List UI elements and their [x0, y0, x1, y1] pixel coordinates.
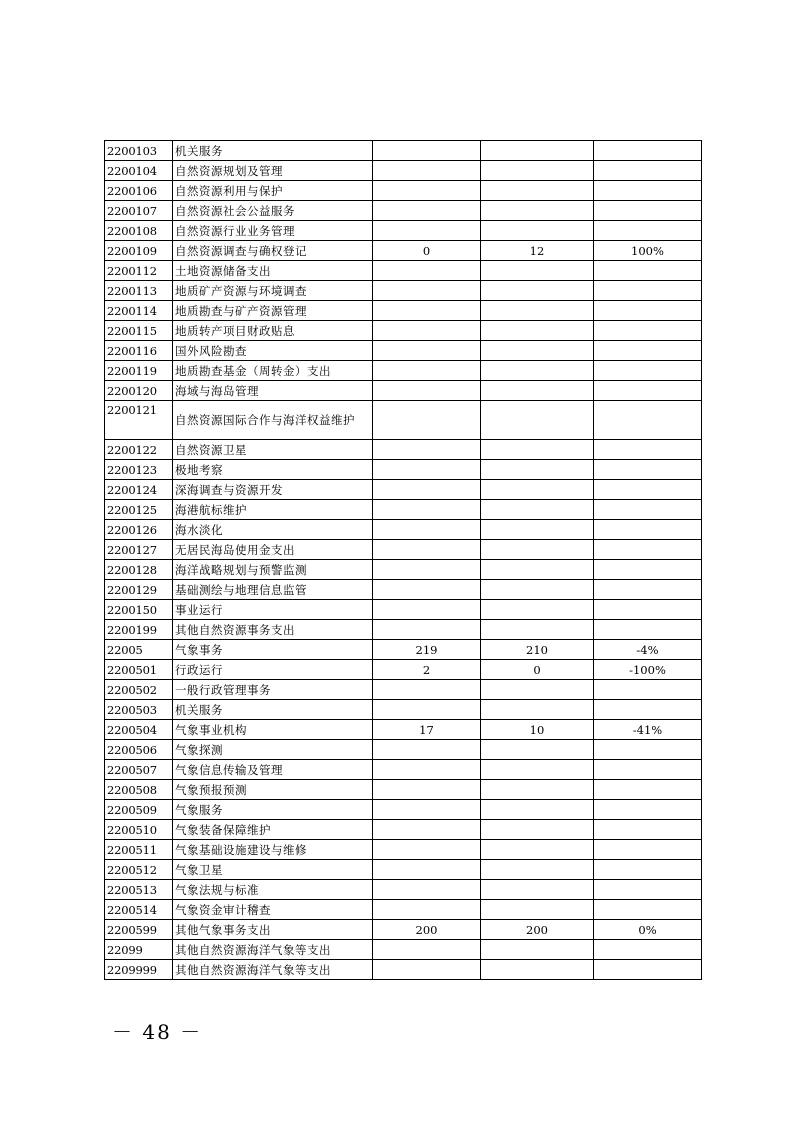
value-cell-1: [373, 580, 481, 600]
value-cell-3: [594, 520, 702, 540]
table-row: [105, 660, 702, 680]
table-row: [105, 900, 702, 920]
subject-code-cell: 2200199: [105, 620, 173, 640]
subject-code-cell: 2200107: [105, 201, 173, 221]
subject-name-cell: 海港航标维护: [173, 500, 373, 520]
value-cell-2: [481, 740, 594, 760]
subject-name-cell: 其他自然资源事务支出: [173, 620, 373, 640]
subject-code-cell: 22099: [105, 940, 173, 960]
value-cell-1: [373, 181, 481, 201]
value-cell-3: [594, 620, 702, 640]
value-cell-3: -4%: [594, 640, 702, 660]
subject-code-cell: 2209999: [105, 960, 173, 980]
value-cell-3: [594, 440, 702, 460]
value-cell-3: [594, 540, 702, 560]
value-cell-2: [481, 181, 594, 201]
value-cell-3: [594, 760, 702, 780]
value-cell-1: [373, 860, 481, 880]
subject-code-cell: 2200511: [105, 840, 173, 860]
value-cell-3: [594, 560, 702, 580]
subject-code-cell: 2200501: [105, 660, 173, 680]
value-cell-3: [594, 161, 702, 181]
value-cell-2: [481, 221, 594, 241]
value-cell-1: [373, 440, 481, 460]
value-cell-1: [373, 700, 481, 720]
value-cell-2: 210: [481, 640, 594, 660]
value-cell-3: [594, 900, 702, 920]
subject-name-cell: 自然资源利用与保护: [173, 181, 373, 201]
value-cell-1: 200: [373, 920, 481, 940]
table-row: [105, 201, 702, 221]
table-row: [105, 321, 702, 341]
subject-code-cell: 2200121: [105, 401, 173, 440]
value-cell-1: 0: [373, 241, 481, 261]
subject-name-cell: 气象装备保障维护: [173, 820, 373, 840]
subject-code-cell: 2200128: [105, 560, 173, 580]
table-row: [105, 800, 702, 820]
table-row: [105, 341, 702, 361]
table-row: [105, 780, 702, 800]
subject-name-cell: 自然资源社会公益服务: [173, 201, 373, 221]
value-cell-1: [373, 321, 481, 341]
value-cell-2: [481, 361, 594, 381]
subject-name-cell: 深海调查与资源开发: [173, 480, 373, 500]
table-row: [105, 560, 702, 580]
value-cell-2: [481, 960, 594, 980]
value-cell-1: [373, 281, 481, 301]
value-cell-3: [594, 201, 702, 221]
value-cell-2: [481, 341, 594, 361]
subject-code-cell: 2200119: [105, 361, 173, 381]
value-cell-1: [373, 880, 481, 900]
value-cell-2: [481, 401, 594, 440]
table-row: [105, 361, 702, 381]
subject-code-cell: 2200112: [105, 261, 173, 281]
value-cell-2: [481, 760, 594, 780]
value-cell-3: [594, 281, 702, 301]
subject-name-cell: 海水淡化: [173, 520, 373, 540]
value-cell-1: [373, 221, 481, 241]
table-row: [105, 680, 702, 700]
subject-name-cell: 无居民海岛使用金支出: [173, 540, 373, 560]
value-cell-2: [481, 261, 594, 281]
subject-code-cell: 2200114: [105, 301, 173, 321]
value-cell-1: [373, 800, 481, 820]
subject-code-cell: 2200103: [105, 141, 173, 161]
value-cell-3: [594, 820, 702, 840]
subject-name-cell: 自然资源调查与确权登记: [173, 241, 373, 261]
value-cell-2: [481, 480, 594, 500]
value-cell-3: [594, 940, 702, 960]
value-cell-1: [373, 500, 481, 520]
subject-code-cell: 2200150: [105, 600, 173, 620]
value-cell-2: [481, 540, 594, 560]
table-row: [105, 760, 702, 780]
value-cell-1: [373, 900, 481, 920]
subject-name-cell: 土地资源储备支出: [173, 261, 373, 281]
value-cell-2: [481, 560, 594, 580]
value-cell-1: 2: [373, 660, 481, 680]
value-cell-3: [594, 261, 702, 281]
subject-name-cell: 地质勘查与矿产资源管理: [173, 301, 373, 321]
subject-code-cell: 2200126: [105, 520, 173, 540]
value-cell-3: -100%: [594, 660, 702, 680]
table-row: [105, 820, 702, 840]
table-row: [105, 401, 702, 440]
table-row: [105, 301, 702, 321]
table-row: [105, 600, 702, 620]
subject-code-cell: 2200123: [105, 460, 173, 480]
value-cell-3: [594, 740, 702, 760]
table-row: [105, 500, 702, 520]
value-cell-3: -41%: [594, 720, 702, 740]
value-cell-1: [373, 201, 481, 221]
value-cell-1: [373, 680, 481, 700]
subject-name-cell: 地质勘查基金（周转金）支出: [173, 361, 373, 381]
table-row: [105, 920, 702, 940]
value-cell-3: [594, 580, 702, 600]
table-row: [105, 241, 702, 261]
value-cell-1: [373, 840, 481, 860]
subject-name-cell: 气象事业机构: [173, 720, 373, 740]
value-cell-3: [594, 800, 702, 820]
value-cell-1: [373, 600, 481, 620]
value-cell-3: [594, 341, 702, 361]
value-cell-2: [481, 700, 594, 720]
value-cell-2: [481, 940, 594, 960]
value-cell-1: [373, 540, 481, 560]
subject-name-cell: 自然资源卫星: [173, 440, 373, 460]
table-row: [105, 960, 702, 980]
subject-name-cell: 气象探测: [173, 740, 373, 760]
value-cell-1: [373, 341, 481, 361]
value-cell-3: [594, 141, 702, 161]
value-cell-1: [373, 820, 481, 840]
value-cell-2: [481, 281, 594, 301]
table-row: [105, 940, 702, 960]
page-number: － 48 －: [112, 1020, 203, 1044]
subject-code-cell: 2200122: [105, 440, 173, 460]
subject-name-cell: 机关服务: [173, 141, 373, 161]
subject-code-cell: 2200503: [105, 700, 173, 720]
table-row: [105, 880, 702, 900]
subject-code-cell: 2200127: [105, 540, 173, 560]
value-cell-3: 0%: [594, 920, 702, 940]
value-cell-2: [481, 880, 594, 900]
table-row: [105, 740, 702, 760]
value-cell-1: [373, 161, 481, 181]
subject-code-cell: 2200125: [105, 500, 173, 520]
value-cell-1: [373, 620, 481, 640]
subject-code-cell: 2200113: [105, 281, 173, 301]
value-cell-3: [594, 460, 702, 480]
value-cell-2: 0: [481, 660, 594, 680]
subject-name-cell: 行政运行: [173, 660, 373, 680]
value-cell-1: 219: [373, 640, 481, 660]
value-cell-3: [594, 181, 702, 201]
value-cell-2: 12: [481, 241, 594, 261]
subject-name-cell: 海洋战略规划与预警监测: [173, 560, 373, 580]
table-row: [105, 860, 702, 880]
value-cell-3: [594, 700, 702, 720]
value-cell-2: [481, 820, 594, 840]
budget-table-body: [105, 141, 702, 980]
value-cell-2: [481, 161, 594, 181]
subject-name-cell: 自然资源行业业务管理: [173, 221, 373, 241]
value-cell-1: [373, 940, 481, 960]
subject-name-cell: 气象事务: [173, 640, 373, 660]
subject-name-cell: 气象资金审计稽查: [173, 900, 373, 920]
value-cell-1: [373, 760, 481, 780]
value-cell-1: [373, 361, 481, 381]
subject-code-cell: 2200109: [105, 241, 173, 261]
value-cell-1: [373, 381, 481, 401]
value-cell-3: 100%: [594, 241, 702, 261]
value-cell-2: [481, 600, 594, 620]
subject-code-cell: 2200599: [105, 920, 173, 940]
value-cell-3: [594, 960, 702, 980]
value-cell-2: [481, 141, 594, 161]
subject-code-cell: 2200507: [105, 760, 173, 780]
table-row: [105, 381, 702, 401]
subject-name-cell: 地质矿产资源与环境调查: [173, 281, 373, 301]
value-cell-2: [481, 800, 594, 820]
table-row: [105, 440, 702, 460]
value-cell-2: [481, 680, 594, 700]
subject-code-cell: 2200502: [105, 680, 173, 700]
value-cell-3: [594, 401, 702, 440]
value-cell-2: [481, 580, 594, 600]
subject-code-cell: 2200508: [105, 780, 173, 800]
table-row: [105, 281, 702, 301]
subject-code-cell: 2200506: [105, 740, 173, 760]
value-cell-3: [594, 680, 702, 700]
subject-code-cell: 2200104: [105, 161, 173, 181]
subject-name-cell: 国外风险勘查: [173, 341, 373, 361]
subject-name-cell: 自然资源国际合作与海洋权益维护: [173, 401, 373, 440]
value-cell-2: [481, 840, 594, 860]
table-row: [105, 141, 702, 161]
table-row: [105, 161, 702, 181]
value-cell-2: 10: [481, 720, 594, 740]
value-cell-1: [373, 261, 481, 281]
budget-table: [104, 140, 702, 980]
subject-name-cell: 气象信息传输及管理: [173, 760, 373, 780]
subject-code-cell: 2200513: [105, 880, 173, 900]
subject-code-cell: 2200504: [105, 720, 173, 740]
table-row: [105, 480, 702, 500]
table-row: [105, 620, 702, 640]
subject-name-cell: 海域与海岛管理: [173, 381, 373, 401]
table-row: [105, 460, 702, 480]
subject-code-cell: 2200120: [105, 381, 173, 401]
value-cell-2: [481, 900, 594, 920]
value-cell-2: [481, 381, 594, 401]
table-row: [105, 720, 702, 740]
subject-code-cell: 2200108: [105, 221, 173, 241]
value-cell-1: [373, 480, 481, 500]
value-cell-3: [594, 381, 702, 401]
value-cell-2: [481, 321, 594, 341]
value-cell-3: [594, 880, 702, 900]
subject-code-cell: 2200124: [105, 480, 173, 500]
value-cell-2: [481, 460, 594, 480]
subject-code-cell: 2200514: [105, 900, 173, 920]
value-cell-2: [481, 520, 594, 540]
table-row: [105, 540, 702, 560]
value-cell-3: [594, 221, 702, 241]
table-row: [105, 181, 702, 201]
subject-name-cell: 地质转产项目财政贴息: [173, 321, 373, 341]
value-cell-1: [373, 740, 481, 760]
table-row: [105, 261, 702, 281]
value-cell-1: [373, 460, 481, 480]
value-cell-1: [373, 560, 481, 580]
value-cell-2: [481, 440, 594, 460]
subject-name-cell: 一般行政管理事务: [173, 680, 373, 700]
value-cell-1: [373, 520, 481, 540]
subject-name-cell: 极地考察: [173, 460, 373, 480]
value-cell-3: [594, 361, 702, 381]
subject-name-cell: 气象预报预测: [173, 780, 373, 800]
value-cell-2: 200: [481, 920, 594, 940]
table-row: [105, 640, 702, 660]
value-cell-2: [481, 860, 594, 880]
subject-code-cell: 2200509: [105, 800, 173, 820]
subject-code-cell: 2200106: [105, 181, 173, 201]
value-cell-2: [481, 620, 594, 640]
subject-name-cell: 气象基础设施建设与维修: [173, 840, 373, 860]
value-cell-2: [481, 500, 594, 520]
value-cell-1: [373, 960, 481, 980]
subject-name-cell: 自然资源规划及管理: [173, 161, 373, 181]
subject-name-cell: 机关服务: [173, 700, 373, 720]
value-cell-3: [594, 840, 702, 860]
subject-name-cell: 气象法规与标准: [173, 880, 373, 900]
value-cell-3: [594, 301, 702, 321]
value-cell-3: [594, 780, 702, 800]
subject-name-cell: 气象服务: [173, 800, 373, 820]
subject-code-cell: 2200116: [105, 341, 173, 361]
value-cell-1: [373, 780, 481, 800]
table-row: [105, 221, 702, 241]
subject-code-cell: 2200510: [105, 820, 173, 840]
value-cell-3: [594, 321, 702, 341]
subject-name-cell: 事业运行: [173, 600, 373, 620]
value-cell-3: [594, 480, 702, 500]
subject-name-cell: 其他自然资源海洋气象等支出: [173, 940, 373, 960]
value-cell-3: [594, 860, 702, 880]
value-cell-1: 17: [373, 720, 481, 740]
subject-code-cell: 2200512: [105, 860, 173, 880]
value-cell-2: [481, 201, 594, 221]
table-row: [105, 580, 702, 600]
subject-name-cell: 其他气象事务支出: [173, 920, 373, 940]
table-row: [105, 520, 702, 540]
subject-name-cell: 基础测绘与地理信息监管: [173, 580, 373, 600]
table-row: [105, 700, 702, 720]
table-row: [105, 840, 702, 860]
subject-code-cell: 22005: [105, 640, 173, 660]
subject-name-cell: 气象卫星: [173, 860, 373, 880]
value-cell-1: [373, 141, 481, 161]
value-cell-3: [594, 500, 702, 520]
subject-name-cell: 其他自然资源海洋气象等支出: [173, 960, 373, 980]
subject-code-cell: 2200129: [105, 580, 173, 600]
value-cell-2: [481, 780, 594, 800]
value-cell-1: [373, 301, 481, 321]
value-cell-3: [594, 600, 702, 620]
value-cell-1: [373, 401, 481, 440]
subject-code-cell: 2200115: [105, 321, 173, 341]
value-cell-2: [481, 301, 594, 321]
